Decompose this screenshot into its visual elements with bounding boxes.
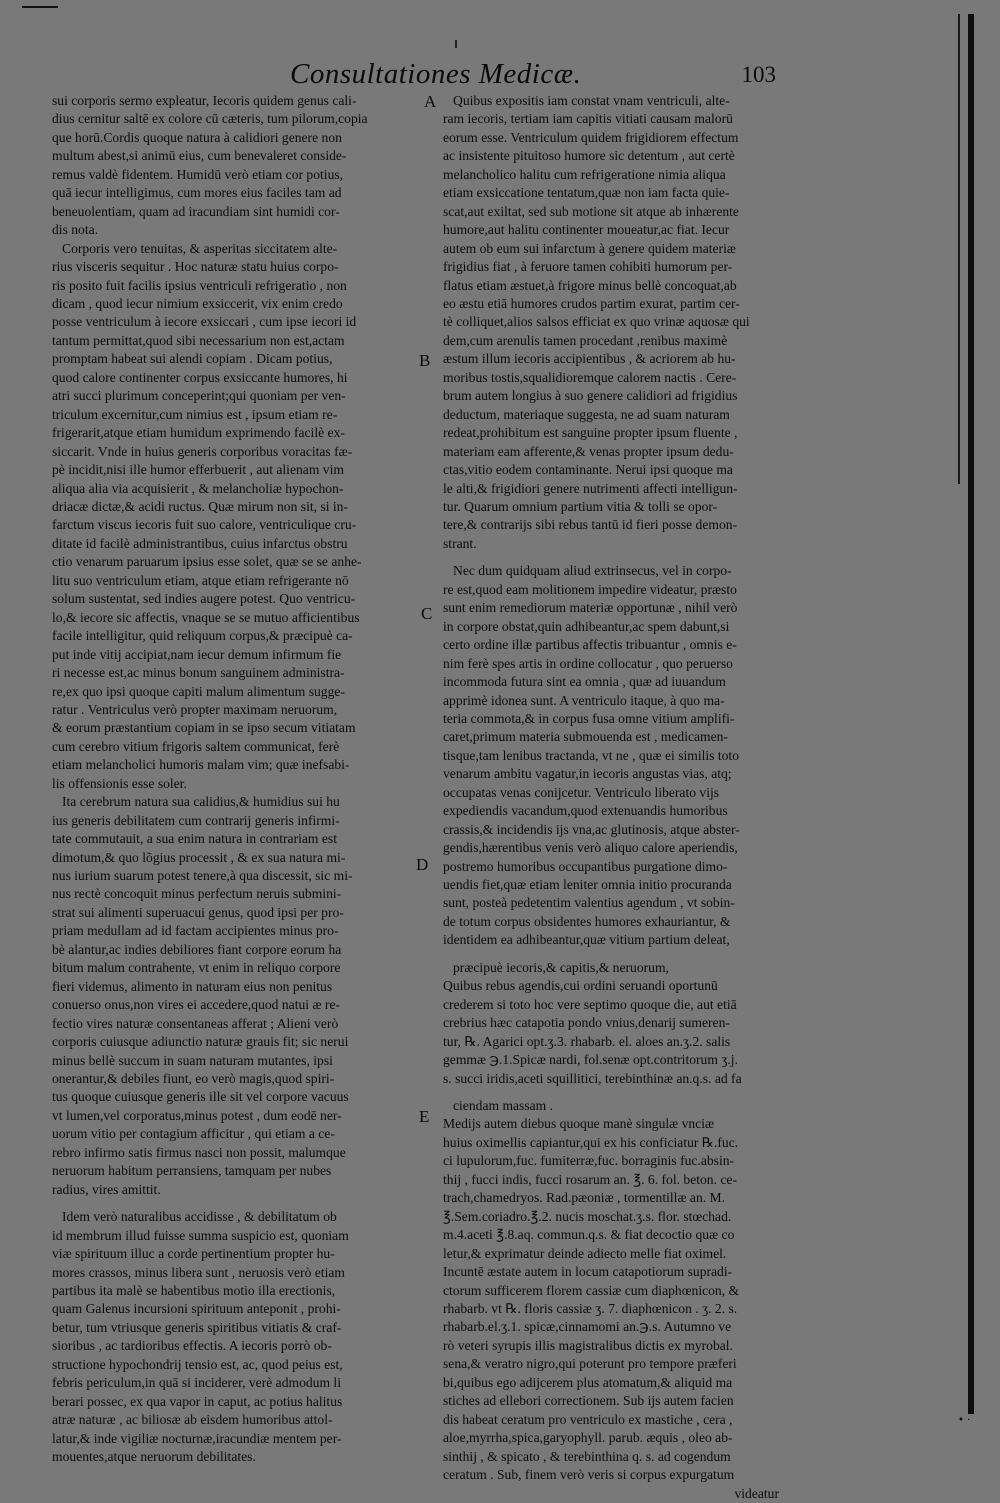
text-line: nus iurium suarum potest tenere,à qua discessit, sic mi- — [52, 868, 353, 884]
text-line: Ita cerebrum natura sua calidius,& humidius sui hu — [62, 794, 340, 810]
text-line: gendis,hærentibus venis verò aliquo calore aperiendis, — [443, 840, 738, 856]
text-line: ctorum sufficerem florem cassiæ cum diaphœnicon, & — [443, 1282, 740, 1298]
text-line: æstum illum iecoris accipientibus , & acriorem ab hu- — [443, 351, 736, 367]
text-line: driacæ dictæ,& acidi ructus. Quæ mirum non sit, si in- — [52, 498, 349, 514]
text-line: Quibus expositis iam constat vnam ventriculi, alte- — [453, 93, 730, 108]
text-line: promptam habeat sui alendi copiam . Dicam potius, — [52, 351, 333, 367]
text-line: lis offensionis esse soler. — [52, 775, 187, 791]
text-line: rò veteri syrupis illis magistralibus dictis ex myrobal. — [443, 1337, 733, 1353]
text-line: & eorum præstantium copiam in se ipso secum vitiatam — [52, 720, 356, 736]
text-line: certo ordine illæ partibus affectis tribuantur , omnis e- — [443, 637, 737, 653]
text-line: ctio venarum paruarum ipsius esse solet, quæ se se anhe- — [52, 554, 362, 570]
text-line: bitum malum contrahente, vt enim in reliquo corpore — [52, 960, 341, 976]
paragraph-gap — [52, 1199, 418, 1208]
text-line: etiam melancholici humoris malam vim; quæ inefsabi- — [52, 757, 350, 773]
text-line: structione hypochondrij tensio est, ac, quod peius est, — [52, 1356, 343, 1372]
text-line: apprimè idonea sunt. A ventriculo itaque, à quo ma- — [443, 692, 725, 708]
text-line: quā iecur intelligimus, cum mores eius faciles tam ad — [52, 185, 342, 201]
page-number: 103 — [741, 62, 776, 87]
text-line: onerantur,& debiles fiunt, eo verò magis,quod spiri- — [52, 1071, 335, 1087]
text-line: eorum esse. Ventriculum quidem frigidiorem effectum — [443, 129, 739, 145]
text-line: crederem si toto hoc vere septimo quoque die, aut etiā — [443, 996, 737, 1012]
text-line: ditate id facilè administrantibus, cuius infarctus obstru — [52, 535, 348, 551]
text-line: sunt enim remediorum materiæ opportunæ , nihil verò — [443, 600, 738, 616]
text-line: in corpore obstat,quin adhibeantur,ac spem dabunt,si — [443, 618, 730, 634]
text-line: Medijs autem diebus quoque manè singulæ vnciæ — [443, 1116, 715, 1132]
text-line: materiam eam afferente,& venas propter ipsum dedu- — [443, 443, 734, 459]
text-line: tur, ℞. Agarici opt.ʒ.3. rhabarb. el. aloes an.ʒ.2. salis — [443, 1033, 731, 1049]
text-line: m.4.aceti ℥.8.aq. commun.q.s. & fiat decoctio quæ co — [443, 1227, 735, 1243]
text-line: præcipuè iecoris,& capitis,& neruorum, — [453, 959, 669, 975]
text-line: thij , fucci indis, fucci rosarum an. ℥. 6. fol. beton. ce- — [443, 1171, 737, 1187]
text-line: facile intelligitur, quid reliquum corpus,& præcipuè ca- — [52, 628, 353, 644]
text-line: uendis fiet,quæ etiam leniter omnia initio procuranda — [443, 877, 732, 893]
text-line: stiches ad ellebori correctionem. Sub ijs autem facien — [443, 1393, 734, 1409]
text-line: Idem verò naturalibus accidisse , & debilitatum ob — [62, 1209, 337, 1225]
text-line: teria commota,& in corpus fusa omne vitium amplifi- — [443, 710, 735, 726]
text-line: aliqua alia via acquisierit , & melancholiæ hypochon- — [52, 480, 344, 496]
text-line: deductum, materiaque suggesta, ne ad suam naturam — [443, 406, 730, 422]
top-edge-mark — [22, 6, 58, 8]
text-line: tus quoque cuiusque generis ille sit vel corpore vacuus — [52, 1089, 349, 1105]
margin-letter-a: A — [424, 92, 437, 111]
text-line: incommoda futura sint ea omnia , quæ ad iuuandum — [443, 674, 726, 690]
top-tick-mark — [455, 40, 457, 48]
text-line: nim ferè spes artis in ordine collocatur , quo peruerso — [443, 655, 733, 671]
text-line: posse ventriculum à iecore exsiccari , cum ipse iecori id — [52, 314, 357, 330]
text-line: ris posito fuit facilis ipsius ventriculi refrigeratio , non — [52, 277, 347, 293]
text-line: ratur . Ventriculus verò propter maximam neruorum, — [52, 701, 338, 717]
text-line: neruorum habitum perransiens, tamquam per nubes — [52, 1163, 332, 1179]
text-line: ram iecoris, tertiam iam capitis vitiati causam malorū — [443, 111, 733, 127]
text-line: radius, vires amittit. — [52, 1181, 161, 1197]
text-line: sioribus , ac tardioribus effectis. A iecoris porrò ob- — [52, 1338, 332, 1354]
text-line: quam Galenus incursioni spirituum anteponit , prohi- — [52, 1301, 341, 1317]
text-line: febris periculum,in quā si inciderer, verè admodum li — [52, 1375, 341, 1391]
text-line: letur,& exprimatur deinde adiecto melle fiat oximel. — [443, 1245, 727, 1261]
text-line: de totum corpus obsidentes humores exhauriantur, & — [443, 913, 731, 929]
text-line: conuerso onus,non vires ei accedere,quod natui æ re- — [52, 997, 341, 1013]
text-line: dis habeat ceratum pro ventriculo ex mastiche , cera , — [443, 1411, 733, 1427]
text-line: tisque,tam lenibus tractanda, vt ne , quæ ei similis toto — [443, 747, 739, 763]
text-line: postremo humoribus occupantibus purgatione dimo- — [443, 858, 728, 874]
text-line: rebro infirmo satis firmus nasci non possit, malumque — [52, 1144, 346, 1160]
text-line: caret,primum materia submouenda est , medicamen- — [443, 729, 728, 745]
text-line: que horū.Cordis quoque natura à calidiori genere non — [52, 129, 342, 145]
text-line: melancholico halitu cum refrigeratione nimia aliqua — [443, 166, 726, 182]
text-line: aloe,myrrha,spica,garyophyll. parub. æquis , oleo ab- — [443, 1430, 733, 1446]
text-line: tate commutauit, a sua enim natura in contrariam est — [52, 831, 337, 847]
text-line: Incuntē æstate autem in locum catapotiorum supradi- — [443, 1264, 733, 1280]
text-line: ius generis debilitatem cum contrarij generis infirmi- — [52, 812, 340, 828]
text-line: expediendis vacandum,quod extenuandis humoribus — [443, 803, 728, 819]
text-line: crassis,& incidendis ijs vna,ac glutinosis, atque abster- — [443, 821, 740, 837]
text-line: sui corporis sermo expleatur, Iecoris quidem genus cali- — [52, 93, 357, 108]
text-line: sunt, posteà pedetentim valentius agendum , vt sobin- — [443, 895, 735, 911]
text-line: atri succi plurimum conceperint;qui quoniam per ven- — [52, 388, 346, 404]
text-line: strant. — [443, 535, 477, 551]
page-gutter-shadow — [958, 14, 960, 484]
text-line: huius oximellis capiantur,qui ex his conficiatur ℞.fuc. — [443, 1134, 739, 1150]
text-line: dius cernitur saltē ex colore cū cæteris, tum pilorum,copia — [52, 111, 368, 127]
text-line: id membrum illud fuisse summa suspicio est, quoniam — [52, 1227, 349, 1243]
text-line: farctum viscus iecoris fuit suo calore, ventriculique cru- — [52, 517, 357, 533]
margin-letter-e: E — [419, 1107, 430, 1126]
text-line: flatus etiam æstuet,à frigore minus bellè concoquat,ab — [443, 277, 737, 293]
text-line: betur, tum vtriusque generis spiritibus vitiatis & craf- — [52, 1319, 342, 1335]
text-line: scat,aut exiltat, sed sub motione sit atque ab inhærente — [443, 203, 739, 219]
text-line: frigidius fiat , à feruore tamen cohibiti humorum per- — [443, 259, 733, 275]
text-line: ℥.Sem.coriadro.℥.2. nucis moschat.ʒ.s. flor. stœchad. — [443, 1208, 732, 1224]
text-line: ceratum . Sub, finem verò veris si corpus expurgatum — [443, 1467, 735, 1483]
text-line: moribus tostis,squalidioremque calorem nactis . Cere- — [443, 369, 737, 385]
text-line: minus bellè succum in suam naturam mutantes, ipsi — [52, 1052, 333, 1068]
text-line: latur,& inde vigiliæ nocturnæ,iracundiæ mentem per- — [52, 1430, 342, 1446]
text-line: ctas,vitio eodem contaminante. Nerui ipsi quoque ma — [443, 462, 733, 478]
text-line: sinthij , & spicato , & terebinthina q. s. ad cogendum — [443, 1448, 731, 1464]
text-line: occupatas venas conijcetur. Ventriculo liberato vijs — [443, 784, 720, 800]
margin-letter-c: C — [421, 604, 433, 623]
margin-letter-d: D — [416, 855, 429, 874]
text-line: s. succi iridis,aceti squillitici, terebinthinæ an.q.s. ad fa — [443, 1070, 742, 1086]
text-line: Quibus rebus agendis,cui ordini seruandi oportunū — [443, 978, 718, 994]
text-line: partibus ita malè se habentibus motio illa erectionis, — [52, 1283, 336, 1298]
text-line: triculum excernitur,cum nimius est , ipsum etiam re- — [52, 406, 338, 422]
text-line: mouentes,atque neruorum debilitates. — [52, 1449, 256, 1465]
text-line: tur. Quarum omnium partium vitia & tolli se opor- — [443, 498, 718, 514]
text-line: tere,& contrarijs sibi rebus tantū id fieri posse demon- — [443, 517, 738, 533]
text-line: fieri videmus, alimento in naturam eius non penitus — [52, 978, 333, 994]
text-line: autem ob eum sui infarctum à genere quidem materiæ — [443, 240, 736, 256]
text-line: ciendam massam . — [453, 1098, 554, 1114]
text-line: cum cerebro vitium frigoris saltem communicat, ferè — [52, 738, 340, 754]
text-line: bè alantur,ac indies debiliores fiant corpore eorum ha — [52, 941, 342, 957]
text-line: priam medullam ad id factam accipientes minus pro- — [52, 923, 339, 939]
text-line: litu suo ventriculum etiam, atque etiam refrigerante nō — [52, 572, 349, 588]
text-line: tè colliquet,alios salsos efficiat ex quo vrinæ aquosæ qui — [443, 314, 750, 330]
text-line: dis nota. — [52, 222, 99, 238]
text-line: ri necesse est,ac minus bonum sanguinem administra- — [52, 665, 345, 681]
text-line: brum autem longius à suo genere calidiori ad frigidius — [443, 388, 738, 404]
text-line: lo,& iecore sic affectis, vnaque se se mutuo afficientibus — [52, 609, 360, 625]
text-line: trach,chamedryos. Rad.pæoniæ , tormentillæ an. M. — [443, 1190, 726, 1206]
text-line: Corporis vero tenuitas, & asperitas siccitatem alte- — [62, 240, 338, 256]
page-header — [290, 58, 776, 90]
text-line: viæ spirituum illuc a corde pertinentium propter hu- — [52, 1246, 335, 1262]
text-line: re est,quod eam molitionem impedire videatur, præsto — [443, 581, 737, 597]
text-line: pè incidit,nisi ille humor efferbuerit , aut alienam vim — [52, 462, 344, 478]
text-line: solum sustentat, sed indies augere potest. Quo ventricu- — [52, 591, 356, 607]
text-line: corporis cuiusque adiunctio naturæ grauis fit; sic nerui — [52, 1034, 349, 1050]
text-line: vt lumen,vel corporatus,minus potest , dum eodē ner- — [52, 1107, 342, 1123]
text-line: ci lupulorum,fuc. fumiterræ,fuc. borraginis fuc.absin- — [443, 1153, 735, 1169]
text-line: nus rectè concoquit minus perfectum neruis submini- — [52, 886, 342, 902]
text-line: rhabarb.el.ʒ.1. spicæ,cinnamomi an.℈.s. Autumno ve — [443, 1319, 732, 1335]
text-line: tantum permittat,quod sibi necessarium non est,actam — [52, 332, 345, 348]
text-line: identidem ea adhibeantur,quæ vitium partium deleat, — [443, 932, 730, 948]
text-line: dicam , quod iecur nimium exsiccerit, vix enim credo — [52, 295, 343, 311]
text-line: strat sui alimenti superuacui genus, quod ipsi per pro- — [52, 904, 344, 920]
edge-specks: • · — [958, 1415, 971, 1426]
paragraph-gap — [443, 1088, 809, 1097]
text-line: frigerarit,atque etiam humidum exprimendo facilè ex- — [52, 425, 345, 441]
text-line: le alti,& frigidiori genere nutrimenti affecti intelligun- — [443, 480, 738, 496]
right-text-column — [443, 92, 809, 1503]
text-line: uorum vitio per contagium afficitur , qui etiam a ce- — [52, 1126, 335, 1142]
page-gutter-edge — [968, 14, 974, 1414]
text-line: quod calore continenter corpus exsiccante humores, hi — [52, 369, 348, 385]
text-line: re,ex quo ipsi quoque capiti malum alimentum sugge- — [52, 683, 345, 699]
text-line: siccarit. Vnde in huius generis corporibus voracitas fæ- — [52, 443, 353, 459]
text-line: sena,& veratro nigro,qui poterunt pro tempore præferi — [443, 1356, 737, 1372]
text-line: redeat,prohibitum est sanguine propter ipsum fluente , — [443, 425, 738, 441]
text-line: multum abest,si animū eius, cum benevaleret conside- — [52, 148, 347, 164]
text-line: crebrius hæc catapotia pondo vnius,denarij sumeren- — [443, 1015, 730, 1031]
text-line: eo æstu etiā humores crudos partim exurat, partim cer- — [443, 295, 740, 311]
text-line: bi,quibus ego adijcerem plus atomatum,& aliquid ma — [443, 1374, 733, 1390]
running-title: Consultationes Medicæ. — [290, 58, 582, 90]
text-line: dem,cum arenulis tamen procedant ,renibus maximè — [443, 332, 728, 348]
catchword: videatur — [734, 1485, 779, 1501]
margin-letter-b: B — [419, 351, 431, 370]
text-line: remus valdè fidentem. Humidū verò etiam cor potius, — [52, 166, 344, 182]
text-line: put inde vitij accipiat,nam iecur demum infirmum fie — [52, 646, 342, 662]
text-line: mores crassos, minus libera sunt , neruosis verò etiam — [52, 1264, 345, 1280]
text-line: fectio vires naturæ consentaneas afferat ; Alieni verò — [52, 1015, 339, 1031]
text-line: rius visceris sequitur . Hoc naturæ statu huius corpo- — [52, 259, 339, 275]
text-line: gemmæ ℈.1.Spicæ nardi, fol.senæ opt.contritorum ʒ.j. — [443, 1052, 738, 1068]
text-line: atræ naturæ , ac biliosæ ab eisdem humoribus attol- — [52, 1412, 333, 1428]
text-line: Nec dum quidquam aliud extrinsecus, vel in corpo- — [453, 563, 732, 579]
text-line: beneuolentiam, quam ad iracundiam sint humidi cor- — [52, 203, 340, 219]
left-text-column — [52, 92, 418, 1467]
text-line: dimotum,& quo lõgius processit , & ex sua natura mi- — [52, 849, 346, 865]
text-line: berari possec, ex qua vapor in caput, ac potius halitus — [52, 1393, 343, 1409]
text-line: etiam exsiccatione tentatum,quæ non iam facta quie- — [443, 185, 730, 201]
text-line: ac insistente pituitoso humore sic detentum , aut certè — [443, 148, 735, 164]
paragraph-gap — [443, 950, 809, 959]
text-line: humore,aut halitu continenter moueatur,ac fiat. Iecur — [443, 222, 730, 238]
text-line: venarum ambitu vagatur,in iecoris angustas vias, atq; — [443, 766, 732, 782]
text-line: rhabarb. vt ℞. floris cassiæ ʒ. 7. diaphœnicon . ʒ. 2. s. — [443, 1301, 738, 1316]
paragraph-gap — [443, 553, 809, 562]
